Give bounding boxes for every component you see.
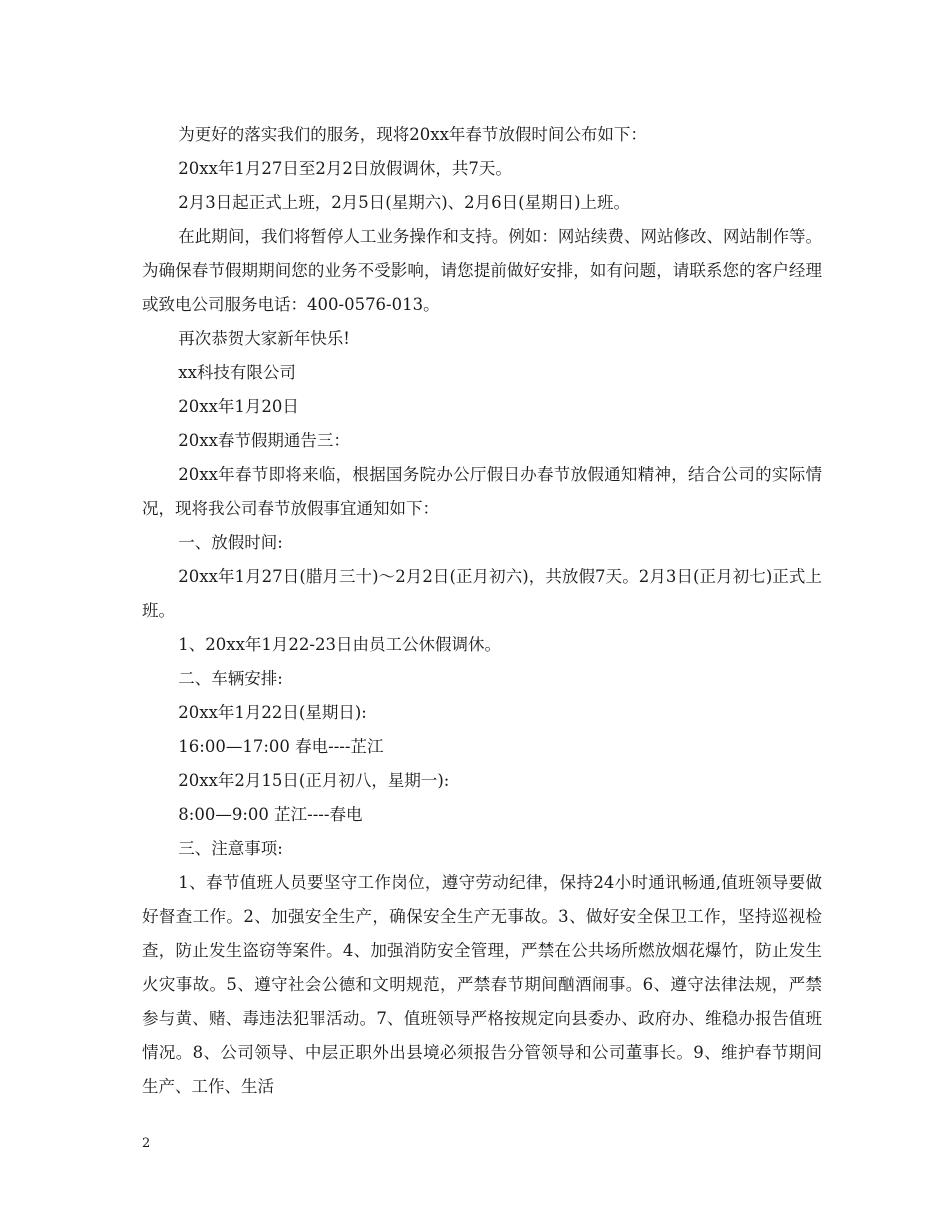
page-number: 2 <box>142 1136 151 1151</box>
paragraph-vehicle-date-two: 20xx年2月15日(正月初八，星期一): <box>178 771 450 790</box>
paragraph-vehicle-route-two: 8:00—9:00 芷江----春电 <box>178 805 363 824</box>
paragraph-notice-three-intro: 20xx年春节即将来临，根据国务院办公厅假日办春节放假通知精神，结合公司的实际情况，现将我公司春节放假事宜通知如下： <box>142 465 822 518</box>
paragraph-greeting: 再次恭贺大家新年快乐! <box>178 329 350 348</box>
section-heading-holiday-time: 一、放假时间: <box>178 533 283 552</box>
paragraph-leave-adjust: 1、20xx年1月22-23日由员工公休假调休。 <box>178 635 501 654</box>
paragraph-company-name: xx科技有限公司 <box>178 363 296 382</box>
section-heading-vehicle: 二、车辆安排: <box>178 669 283 688</box>
document-body <box>142 118 822 1104</box>
paragraph-notes-list: 1、春节值班人员要坚守工作岗位，遵守劳动纪律，保持24小时通讯畅通,值班领导要做好督查工作。2、加强安全生产，确保安全生产无事故。3、做好安全保卫工作，坚持巡视检查，防止发生盗窃等案件。4、加强消防安全管理，严禁在公共场所燃放烟花爆竹，防止发生火灾事故。5、遵守社会公德和文明规范，严禁春节期间酗酒闹事。6、遵守法律法规，严禁参与黄、赌、毒违法犯罪活动。7、值班领导严格按规定向县委办、政府办、维稳办报告值班情况。8、公司领导、中层正职外出县境必须报告分管领导和公司董事长。9、维护春节期间生产、工作、生活 <box>142 873 822 1096</box>
paragraph-intro: 为更好的落实我们的服务，现将20xx年春节放假时间公布如下： <box>178 125 647 144</box>
section-heading-notes: 三、注意事项: <box>178 839 283 858</box>
paragraph-holiday-dates: 20xx年1月27日至2月2日放假调休，共7天。 <box>178 159 512 178</box>
paragraph-vehicle-date-one: 20xx年1月22日(星期日): <box>178 703 367 722</box>
paragraph-holiday-period: 20xx年1月27日(腊月三十)～2月2日(正月初六)，共放假7天。2月3日(正月初七)正式上班。 <box>142 567 822 620</box>
paragraph-date: 20xx年1月20日 <box>178 397 299 416</box>
paragraph-vehicle-route-one: 16:00—17:00 春电----芷江 <box>178 737 384 756</box>
paragraph-service-notice: 在此期间，我们将暂停人工业务操作和支持。例如：网站续费、网站修改、网站制作等。为确保春节假期期间您的业务不受影响，请您提前做好安排，如有问题，请联系您的客户经理或致电公司服务电话：400-0576-013。 <box>142 227 822 314</box>
paragraph-notice-three-title: 20xx春节假期通告三： <box>178 431 350 450</box>
paragraph-work-resume: 2月3日起正式上班，2月5日(星期六)、2月6日(星期日)上班。 <box>178 193 631 212</box>
